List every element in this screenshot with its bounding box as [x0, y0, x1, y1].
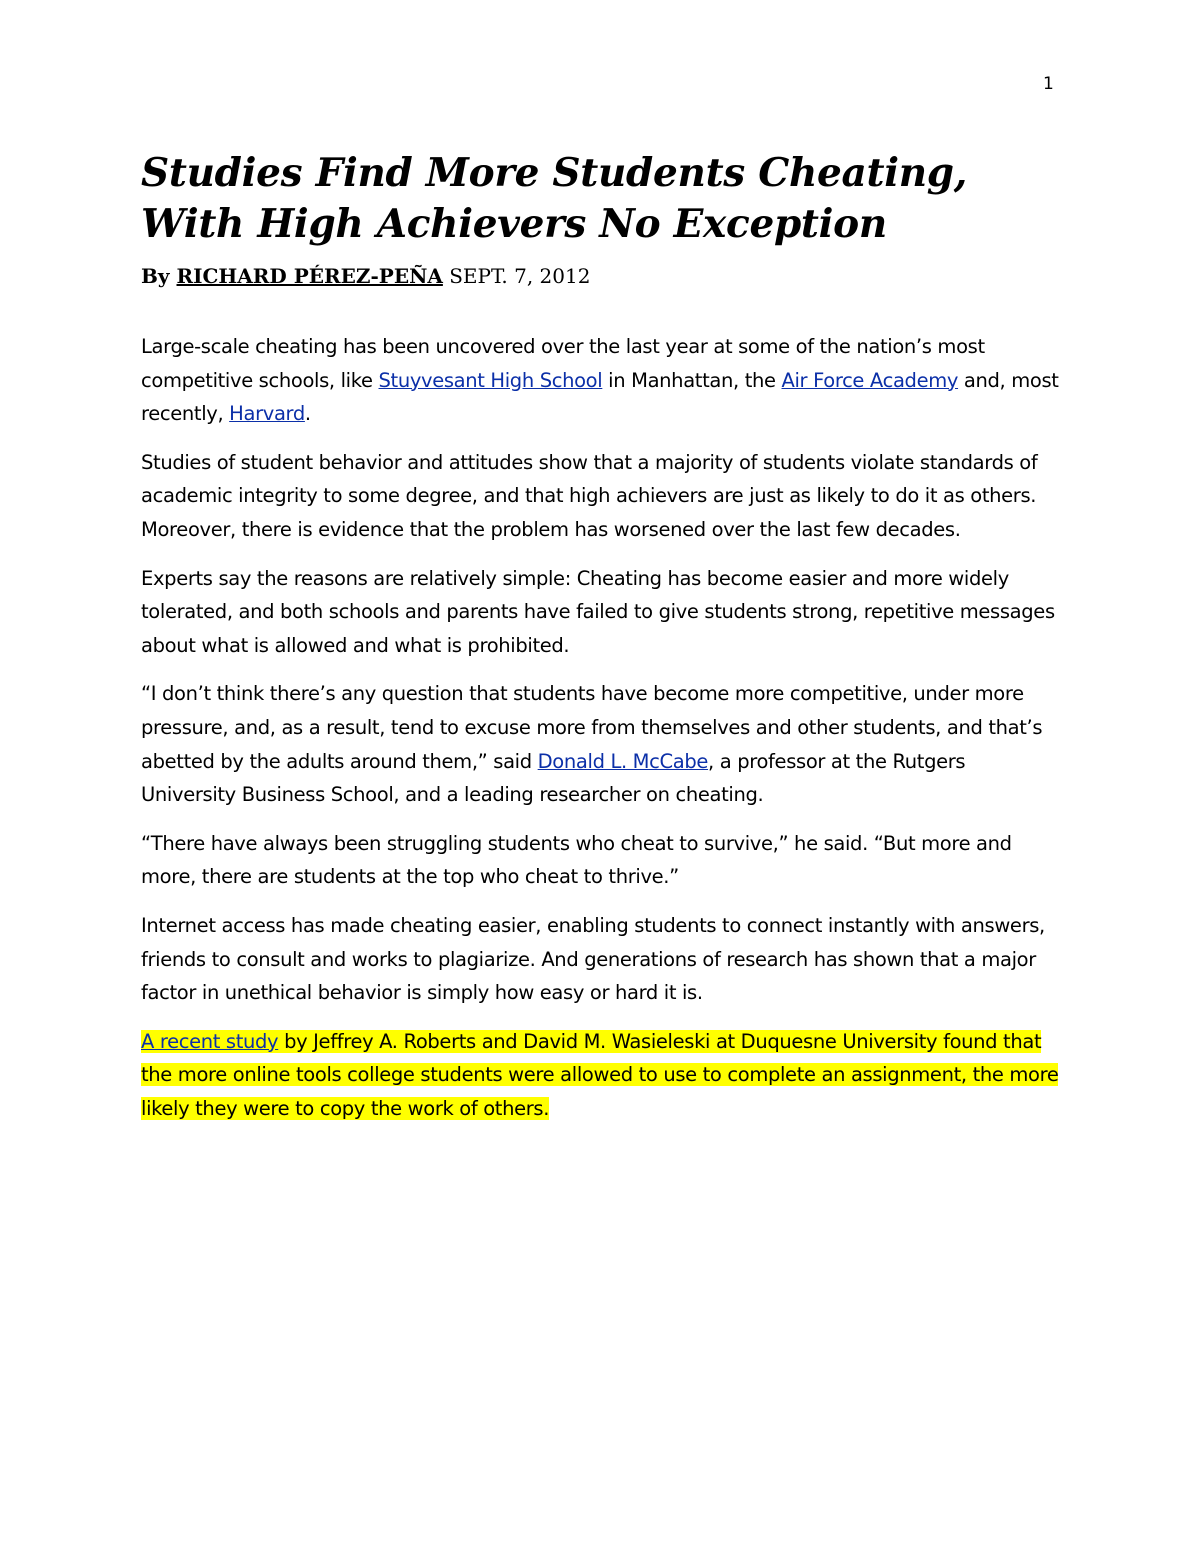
article: [141, 148, 1061, 1140]
harvard-link[interactable]: Harvard: [229, 402, 305, 426]
article-title: Studies Find More Students Cheating, With High Achievers No Exception: [141, 150, 968, 247]
paragraph-text: .: [304, 402, 311, 426]
byline-prefix: By: [141, 264, 177, 288]
paragraph-text: and, most recently,: [141, 368, 1059, 426]
paragraph: [141, 330, 1061, 431]
paragraph-text: in Manhattan, the: [602, 368, 782, 392]
paragraph-text: Large-scale cheating has been uncovered over the last year at some of the nation’s most competitive schools, like: [141, 335, 985, 392]
air-force-academy-link[interactable]: Air Force Academy: [781, 368, 959, 392]
paragraph-text: , a professor at the Rutgers University Business School, and a leading researcher on cheating.: [141, 749, 966, 807]
paragraph: Studies of student behavior and attitudes show that a majority of students violate standards of academic integrity to some degree, and that high achievers are just as likely to do it as others. Moreover, there is evidence that the problem has worsened over the last few decades.: [141, 450, 1038, 541]
paragraph: [141, 677, 1061, 811]
article-body: [141, 330, 1061, 1125]
paragraph: Experts say the reasons are relatively simple: Cheating has become easier and more widely tolerated, and both schools and parents have failed to give students strong, repetitive messages about what is allowed and what is prohibited.: [141, 566, 1055, 657]
author-link[interactable]: RICHARD PÉREZ-PEÑA: [176, 264, 443, 288]
highlighted-paragraph: [141, 1025, 1061, 1126]
mccabe-link[interactable]: Donald L. McCabe: [537, 749, 709, 773]
paragraph-text: by Jeffrey A. Roberts and David M. Wasieleski at Duquesne University found that the more online tools college students were allowed to use to complete an assignment, the more likely they were to copy the work of others.: [141, 1029, 1059, 1120]
paragraph: “There have always been struggling students who cheat to survive,” he said. “But more and more, there are students at the top who cheat to thrive.”: [141, 831, 1012, 889]
paragraph: Internet access has made cheating easier, enabling students to connect instantly with answers, friends to consult and works to plagiarize. And generations of research has shown that a major factor in unethical behavior is simply how easy or hard it is.: [141, 913, 1045, 1005]
byline: [141, 263, 1061, 289]
stuyvesant-link[interactable]: Stuyvesant High School: [378, 368, 603, 392]
recent-study-link[interactable]: A recent study: [141, 1029, 279, 1053]
highlight: [141, 1030, 1058, 1120]
byline-date: SEPT. 7, 2012: [442, 264, 591, 288]
page-number: 1: [1043, 74, 1054, 94]
paragraph-text: “I don’t think there’s any question that students have become more competitive, under more pressure, and, as a result, tend to excuse more from themselves and other students, and that’s abetted by the adults around them,” said: [141, 682, 1043, 773]
